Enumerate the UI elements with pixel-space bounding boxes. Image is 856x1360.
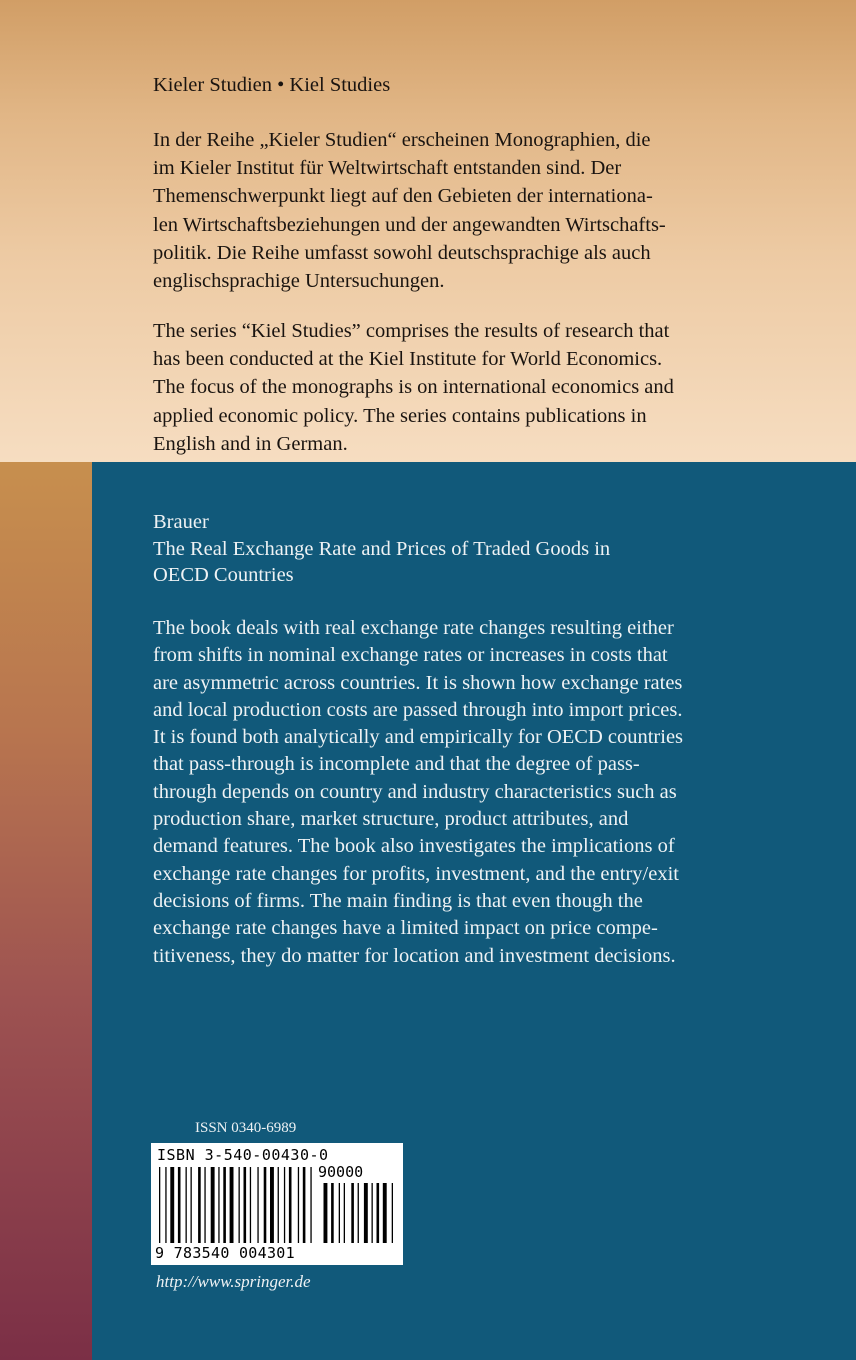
- description-line: im Kieler Institut für Weltwirtschaft entstanden sind. Der: [153, 157, 622, 180]
- blurb-line: The book deals with real exchange rate changes resulting either: [153, 617, 674, 639]
- barcode-bar: [223, 1167, 226, 1243]
- price-barcode-bar: [392, 1183, 393, 1243]
- barcode-bar: [270, 1167, 274, 1243]
- ean-number: 9 783540 004301: [155, 1244, 295, 1262]
- isbn-number: ISBN 3-540-00430-0: [157, 1146, 329, 1164]
- book-title: [153, 536, 610, 588]
- description-line: Themenschwerpunkt liegt auf den Gebieten der internationa-: [153, 185, 653, 208]
- barcode-bar: [186, 1167, 187, 1243]
- description-line: The series “Kiel Studies” comprises the results of research that: [153, 320, 670, 342]
- price-barcode-bar: [364, 1183, 368, 1243]
- barcode-bar: [303, 1167, 306, 1243]
- barcode-bar: [230, 1167, 234, 1243]
- blurb-line: from shifts in nominal exchange rates or increases in costs that: [153, 644, 668, 667]
- description-line: politik. Die Reihe umfasst sowohl deutschsprachige als auch: [153, 241, 651, 264]
- barcode-bar: [218, 1167, 219, 1243]
- barcode-bar: [257, 1167, 258, 1243]
- barcode-bar: [165, 1167, 166, 1243]
- blurb-line: It is found both analytically and empirically for OECD countries: [153, 726, 684, 749]
- english-description: [153, 317, 803, 458]
- barcode-bar: [264, 1167, 267, 1243]
- barcode-bar: [204, 1167, 205, 1243]
- barcode-bar: [310, 1167, 311, 1243]
- blurb-line: exchange rate changes have a limited impact on price compe-: [153, 917, 658, 940]
- description-line: len Wirtschaftsbeziehungen und der angewandten Wirtschafts-: [153, 213, 666, 236]
- series-header: Kieler Studien • Kiel Studies: [153, 74, 391, 96]
- price-barcode-bar: [351, 1183, 354, 1243]
- barcode-bar: [244, 1167, 247, 1243]
- price-code: 90000: [318, 1163, 364, 1181]
- barcode-bar: [289, 1167, 292, 1243]
- barcode-bar: [178, 1167, 181, 1243]
- blurb-line: production share, market structure, product attributes, and: [153, 808, 629, 831]
- barcode-bar: [170, 1167, 174, 1243]
- price-barcode-bar: [372, 1183, 373, 1243]
- book-info-panel: [92, 462, 856, 1360]
- blurb-line: exchange rate changes for profits, investment, and the entry/exit: [153, 862, 679, 885]
- barcode-bar: [211, 1167, 215, 1243]
- book-blurb: [153, 615, 683, 970]
- title-line: OECD Countries: [153, 564, 294, 586]
- price-barcode-bar: [324, 1183, 328, 1243]
- barcode-bar: [198, 1167, 201, 1243]
- publisher-website-link[interactable]: http://www.springer.de: [156, 1272, 311, 1291]
- description-line: In der Reihe „Kieler Studien“ erscheinen Monographien, die: [153, 129, 651, 151]
- barcode-bar: [191, 1167, 192, 1243]
- barcode-bar: [159, 1167, 160, 1243]
- price-barcode-bar: [344, 1183, 345, 1243]
- price-barcode-bar: [383, 1183, 387, 1243]
- barcode-bar: [239, 1167, 240, 1243]
- blurb-line: titiveness, they do matter for location and investment decisions.: [153, 944, 676, 967]
- isbn-barcode: [151, 1143, 403, 1265]
- issn-label: ISSN 0340-6989: [195, 1120, 297, 1136]
- description-line: The focus of the monographs is on international economics and: [153, 376, 674, 399]
- description-line: English and in German.: [153, 432, 348, 455]
- decorative-side-strip: [0, 462, 92, 1360]
- description-line: englischsprachige Untersuchungen.: [153, 270, 445, 293]
- german-description: [153, 126, 803, 295]
- barcode-bar: [284, 1167, 285, 1243]
- price-barcode-bar: [331, 1183, 334, 1243]
- description-line: has been conducted at the Kiel Institute for World Economics.: [153, 348, 663, 371]
- blurb-line: through depends on country and industry characteristics such as: [153, 780, 677, 803]
- title-line: The Real Exchange Rate and Prices of Traded Goods in: [153, 538, 611, 560]
- price-barcode-bar: [358, 1183, 359, 1243]
- blurb-line: that pass-through is incomplete and that the degree of pass-: [153, 753, 640, 776]
- description-line: applied economic policy. The series contains publications in: [153, 404, 647, 427]
- blurb-line: and local production costs are passed through into import prices.: [153, 698, 683, 721]
- barcode-bar: [278, 1167, 279, 1243]
- price-barcode-bar: [339, 1183, 340, 1243]
- price-barcode-bar: [377, 1183, 380, 1243]
- barcode-bar: [250, 1167, 251, 1243]
- blurb-line: decisions of firms. The main finding is that even though the: [153, 889, 643, 912]
- series-info-section: [0, 0, 856, 462]
- blurb-line: are asymmetric across countries. It is shown how exchange rates: [153, 671, 683, 694]
- blurb-line: demand features. The book also investigates the implications of: [153, 835, 675, 858]
- author-name: Brauer: [153, 511, 209, 533]
- barcode-bar: [298, 1167, 299, 1243]
